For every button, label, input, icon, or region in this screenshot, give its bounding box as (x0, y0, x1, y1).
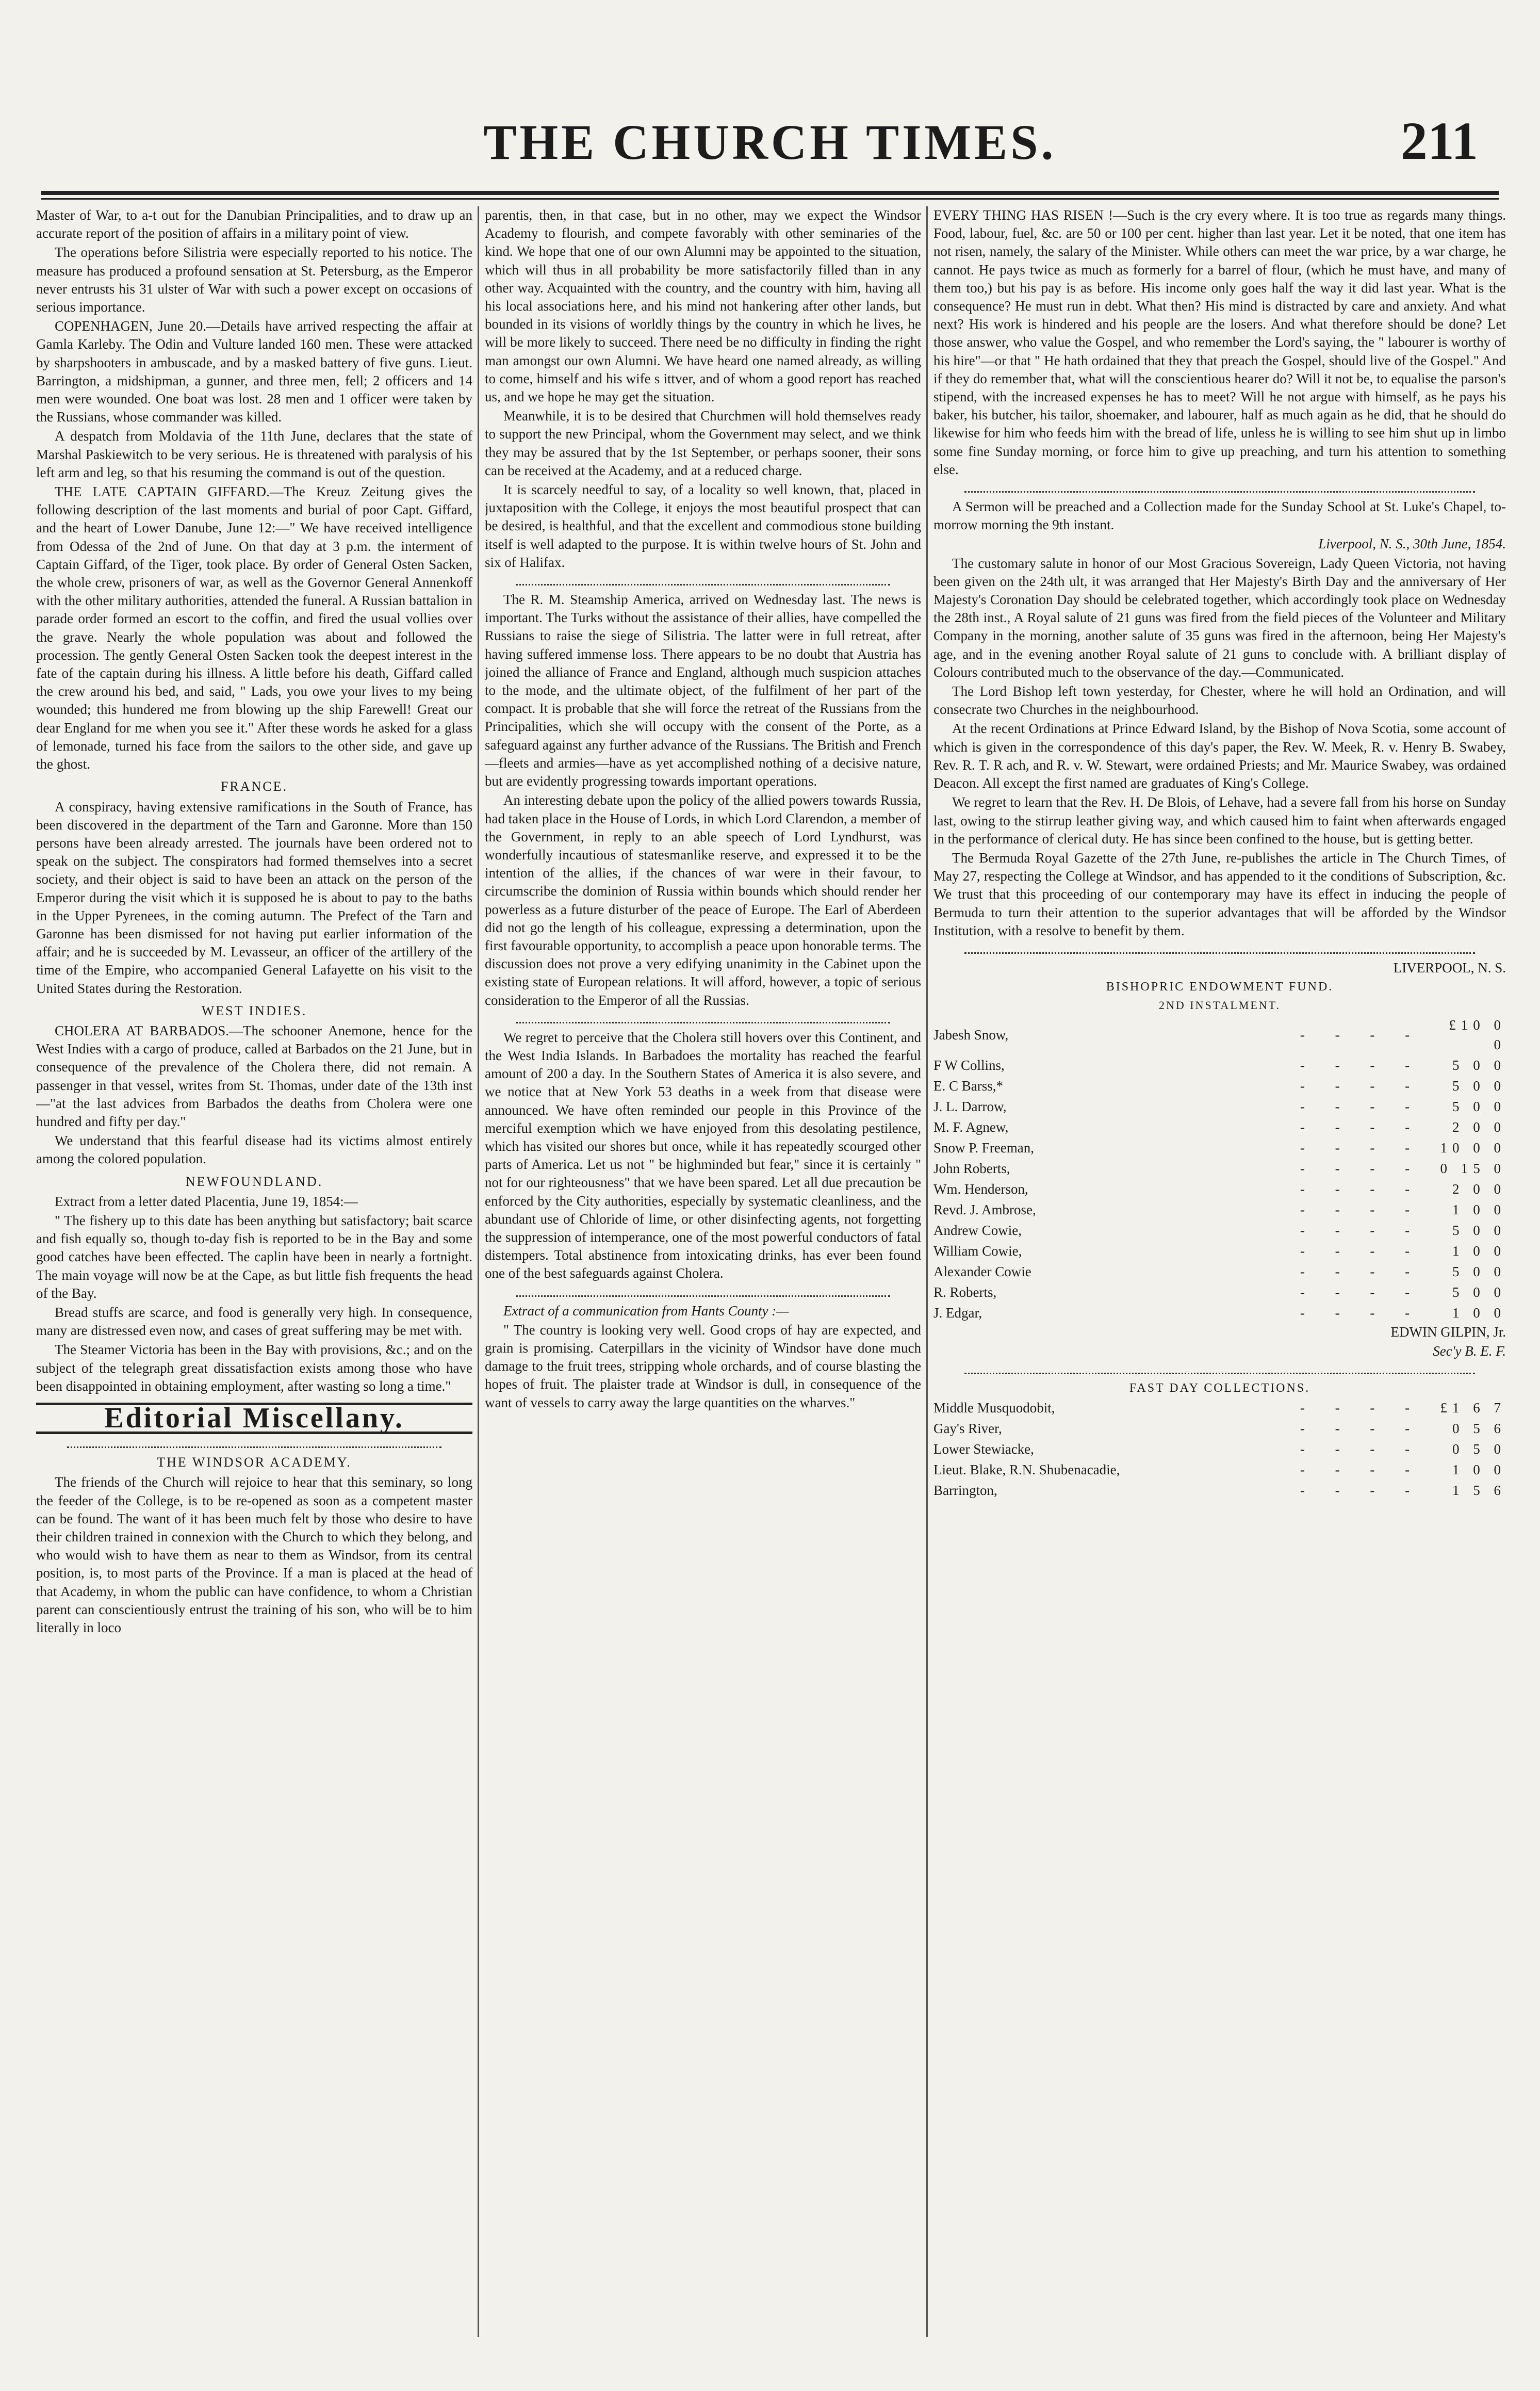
column-rule (478, 206, 479, 2337)
leader-dots: - - - - (1300, 1263, 1423, 1279)
article-paragraph: The R. M. Steamship America, arrived on Wednesday last. The news is important. The Turks without the assistance of their allies, have compelled the Russians to raise the siege of Silistria. The latter were in full retreat, after having suffered immense loss. There appears to be no doubt that Austria has joined the alliance of France and England, although much suspicion attaches to the mode, and the ultimate object, of the fulfilment of her part of the compact. It is probable that she will force the retreat of the Russians from the Principalities, which she will occupy with the consent of the Porte, as a safeguard against any further advance of the Russians. The British and French —fleets and armies—have as yet accomplished nothing of a decisive nature, but are evidently progressing towards important operations. (485, 592, 921, 789)
contributor-name: Gay's River, (933, 1421, 1002, 1437)
contribution-amount: 5 0 0 (1452, 1098, 1506, 1114)
contribution-amount: 5 0 0 (1452, 1222, 1506, 1238)
article-paragraph: CHOLERA AT BARBADOS.—The schooner Anemone, hence for the West Indies with a cargo of produce, called at Barbados on the 21 June, but in consequence of the prevalence of the Cholera there, did not remain. A passenger in that vessel, writes from St. Thomas, under date of the 13th inst—"at the last advices from Barbados the deaths from Cholera were one hundred and fifty per day." (36, 1022, 472, 1129)
table-row (933, 1199, 1506, 1220)
fund-title: BISHOPRIC ENDOWMENT FUND. (1106, 980, 1334, 994)
article-paragraph: An interesting debate upon the policy of the allied powers towards Russia, had taken place in the House of Lords, in which Lord Clarendon, a member of the Government, in reply to an able speech of Lord Lyndhurst, was wonderfully incautious of statesmanlike reserve, and expressed it to be the intention of the allies, if the chances of war were in their favour, to circumscribe the dominion of Russia within bounds which should render her powerless as a future disturber of the peace of Europe. The Earl of Aberdeen did not go the length of his colleague, expressing a determination, upon the first favourable opportunity, to accomplish a peace upon honorable terms. The discussion does not prove a very edifying unanimity in the Cabinet upon the existing state of European relations. It will afford, however, a topic of serious consideration to the Emperor of all the Russias. (485, 792, 921, 1008)
wavy-divider (516, 577, 890, 585)
leader-dots: - - - - (1300, 1098, 1423, 1114)
article-paragraph: Meanwhile, it is to be desired that Churchmen will hold themselves ready to support the new Principal, whom the Government may select, and we think they may be assured that by the 1st September, or perhaps sooner, their sons can be received at the Academy, and at a reduced charge. (485, 408, 921, 478)
contributor-name: John Roberts, (933, 1160, 1010, 1176)
contribution-amount: 0 15 0 (1440, 1160, 1506, 1176)
article-paragraph: The Lord Bishop left town yesterday, for Chester, where he will hold an Ordination, and will consecrate two Churches in the neighbourhood. (933, 684, 1506, 718)
leader-dots: - - - - (1300, 1119, 1423, 1135)
table-row (933, 1282, 1506, 1303)
table-row (933, 1096, 1506, 1117)
article-paragraph: EVERY THING HAS RISEN !—Such is the cry every where. It is too true as regards many things. Food, labour, fuel, &c. are 50 or 100 per cent. higher than last year. Let it be noted, that one item has not risen, namely, the salary of the Minister. While others can meet the war price, by a war charge, he cannot. He pays twice as much as formerly for a barrel of flour, (which he must have, and many of them too,) but his pay is as before. His income only goes half the way it did last year. What is the consequence? He must run in debt. What then? His mind is distracted by care and anxiety. And what next? His work is hindered and his people are the losers. And what therefore should be done? Let those answer, who value the Gospel, and who remember the Lord's saying, the " labourer is worthy of his hire"—or that " He hath ordained that they that preach the Gospel, should live of the Gospel." And if they do remember that, what will the conscientious hearer do? Will it not be, to equalise the parson's stipend, with the increased expenses he has to meet? Will he not argue with himself, as he pays his baker, his butcher, his tailor, shoemaker, and labourer, half as much again as he did, that he should do likewise for him who feeds him with the bread of life, unless he is willing to see him shut up in limbo some fine Sunday morning, or force him to give up preaching, and turn his attention to something else. (933, 207, 1506, 477)
contributor-name: E. C Barss,* (933, 1078, 1003, 1094)
contribution-amount: 5 0 0 (1452, 1057, 1506, 1073)
contributor-name: Lower Stewiacke, (933, 1441, 1034, 1457)
wavy-divider (516, 1015, 890, 1023)
table-row (933, 1303, 1506, 1323)
contributor-name: Wm. Henderson, (933, 1181, 1028, 1197)
contributor-name: F W Collins, (933, 1057, 1005, 1073)
contributor-name: J. L. Darrow, (933, 1098, 1007, 1114)
article-paragraph: parentis, then, in that case, but in no other, may we expect the Windsor Academy to flourish, and compete favorably with other seminaries of the kind. We hope that one of our own Alumni may be appointed to the situation, which will thus in all probability be more satisfactorily filled than in any other way. Acquainted with the country, and the country with him, having all his local associations here, and his mind not hankering after other lands, but bounded in its visions of worldly things by the country in which he lives, he will be more likely to succeed. There need be no difficulty in finding the right man amongst our own Alumni. We have heard one named already, as willing to come, himself and his wife s ittver, and of whom a good report has reached us, and we hope he may get the situation. (485, 207, 921, 405)
contributor-name: Revd. J. Ambrose, (933, 1201, 1036, 1217)
article-paragraph: " The fishery up to this date has been anything but satisfactory; bait scarce and fish equally so, though to-day fish is reported to be in the Bay and some good catches have been effected. The caplin have been in nearly a fortnight. The main voyage will now be at the Cape, as but little fish frequents the head of the Bay. (36, 1212, 472, 1301)
article-paragraph: A Sermon will be preached and a Collection made for the Sunday School at St. Luke's Chapel, to-morrow morning the 9th instant. (933, 499, 1506, 533)
table-row (933, 1261, 1506, 1282)
masthead (31, 103, 1509, 196)
leader-dots: - - - - (1300, 1441, 1423, 1457)
fast-day-title: FAST DAY COLLECTIONS. (1129, 1381, 1310, 1395)
contributor-name: J. Edgar, (933, 1305, 982, 1321)
contribution-amount: 1 0 0 (1452, 1305, 1506, 1321)
wavy-divider (964, 484, 1475, 493)
leader-dots: - - - - (1300, 1243, 1423, 1259)
leader-dots: - - - - (1300, 1421, 1423, 1437)
article-paragraph: A despatch from Moldavia of the 11th June, declares that the state of Marshal Paskiewitch to be very serious. He is threatened with paralysis of his left arm and leg, so that his resuming the command is out of the question. (36, 428, 472, 480)
table-row (933, 1076, 1506, 1096)
contribution-amount: 0 5 6 (1452, 1421, 1506, 1437)
contribution-amount: 1 5 6 (1452, 1483, 1506, 1499)
table-row (933, 1439, 1506, 1459)
leader-dots: - - - - (1300, 1284, 1423, 1300)
masthead-rule (41, 191, 1499, 195)
contribution-amount: 2 0 0 (1452, 1119, 1506, 1135)
column-1 (36, 206, 472, 2337)
article-paragraph: The operations before Silistria were especially reported to his notice. The measure has produced a profound sensation at St. Petersburg, as the Emperor never entrusts his 31 ulster of War with such a power except on occasions of serious importance. (36, 245, 472, 315)
leader-dots: - - - - (1300, 1181, 1423, 1197)
contributor-name: R. Roberts, (933, 1284, 997, 1300)
contribution-amount: 1 0 0 (1452, 1201, 1506, 1217)
section-heading-newfoundland: NEWFOUNDLAND. (185, 1174, 323, 1189)
table-row (933, 1117, 1506, 1137)
article-paragraph: At the recent Ordinations at Prince Edward Island, by the Bishop of Nova Scotia, some account of which is given in the correspondence of this day's paper, the Rev. W. Meek, R. v. Henry B. Swabey, Rev. R. T. R ach, and R. v. W. Stewart, were ordained Priests; and Mr. Maurice Swabey, was ordained Deacon. All except the first named are graduates of King's College. (933, 721, 1506, 791)
article-paragraph: The Steamer Victoria has been in the Bay with provisions, &c.; and on the subject of the telegraph great dissatisfaction exists among those who have been disappointed in obtaining employment, after wasting so long a time." (36, 1342, 472, 1394)
article-paragraph: The Bermuda Royal Gazette of the 27th June, re-publishes the article in The Church Times, of May 27, respecting the College at Windsor, and has appended to it the conditions of Subscription, &c. We trust that this proceeding of our contemporary may have its effect in inducing the people of Bermuda to turn their attention to the superior advantages that will be afforded by the Windsor Institution, with a resolve to benefit by them. (933, 850, 1506, 938)
contribution-amount: 5 0 0 (1452, 1263, 1506, 1279)
leader-dots: - - - - (1300, 1057, 1423, 1073)
contribution-amount: 0 5 0 (1452, 1441, 1506, 1457)
contributor-name: Middle Musquodobit, (933, 1400, 1055, 1416)
fund-place: LIVERPOOL, N. S. (1393, 959, 1506, 975)
table-row (933, 1241, 1506, 1261)
article-paragraph: The customary salute in honor of our Most Gracious Sovereign, Lady Queen Victoria, not having been given on the 24th ult, it was arranged that Her Majesty's Birth Day and the anniversary of Her Majesty's Coronation Day should be celebrated together, which accordingly took place on Wednesday the 28th inst., A Royal salute of 21 guns was fired from the field pieces of the Volunteer and Military Company in the morning, another salute of 35 guns was fired in the afternoon, being Her Majesty's age, and in the evening another Royal salute of 21 guns to conclude with. A brilliant display of Colours contributed much to the observance of the day.—Communicated. (933, 555, 1506, 680)
page-number: 211 (1400, 111, 1478, 171)
article-paragraph: We understand that this fearful disease had its victims almost entirely among the colored population. (36, 1133, 472, 1167)
table-row (933, 1055, 1506, 1076)
table-row (933, 1015, 1506, 1055)
column-rule (926, 206, 928, 2337)
leader-dots: - - - - (1300, 1027, 1423, 1043)
contribution-amount: 2 0 0 (1452, 1181, 1506, 1197)
contributor-name: Jabesh Snow, (933, 1027, 1009, 1043)
table-row (933, 1480, 1506, 1501)
wavy-divider (516, 1288, 890, 1297)
leader-dots: - - - - (1300, 1201, 1423, 1217)
leader-dots: - - - - (1300, 1078, 1423, 1094)
contributor-name: Snow P. Freeman, (933, 1140, 1034, 1156)
leader-dots: - - - - (1300, 1160, 1423, 1176)
fast-day-table (933, 1397, 1506, 1501)
contributor-name: Barrington, (933, 1483, 997, 1499)
article-paragraph: We regret to learn that the Rev. H. De Blois, of Lehave, had a severe fall from his horse on Sunday last, owing to the stirrup leather giving way, and which caused him to faint when afterwards engaged in the performance of clerical duty. He has since been confined to the house, but is getting better. (933, 794, 1506, 847)
article-paragraph: A conspiracy, having extensive ramifications in the South of France, has been discovered in the department of the Tarn and Garonne. More than 150 persons have been already arrested. The journals have been ordered not to speak on the subject. The conspirators had formed themselves into a secret society, and their object is said to have been an attack on the person of the Emperor during the visit which it is supposed he is about to pay to the baths in the Upper Pyrenees, in the coming autumn. The Prefect of the Tarn and Garonne has been dismissed for not having put earlier information of the affair; and he is succeeded by M. Levasseur, an officer of the artillery of the time of the Empire, who accompanied General Lafayette on his visit to the United States during the Restoration. (36, 799, 472, 996)
table-row (933, 1158, 1506, 1179)
contributor-name: M. F. Agnew, (933, 1119, 1009, 1135)
contribution-amount: 10 0 0 (1440, 1140, 1506, 1156)
table-row (933, 1397, 1506, 1418)
editorial-miscellany-banner: Editorial Miscellany. (36, 1403, 472, 1434)
extract-lead: Extract of a communication from Hants County :— (503, 1303, 789, 1319)
leader-dots: - - - - (1300, 1222, 1423, 1238)
article-paragraph: Bread stuffs are scarce, and food is generally very high. In consequence, many are distressed even now, and cases of great suffering may be met with. (36, 1304, 472, 1339)
leader-dots: - - - - (1300, 1305, 1423, 1321)
article-paragraph: Master of War, to a-t out for the Danubian Principalities, and to draw up an accurate report of the position of affairs in a military point of view. (36, 207, 472, 241)
table-row (933, 1220, 1506, 1241)
column-3 (933, 206, 1506, 2337)
leader-dots: - - - - (1300, 1400, 1423, 1416)
contributor-name: Alexander Cowie (933, 1263, 1031, 1279)
newspaper-title: THE CHURCH TIMES. (483, 115, 1057, 170)
leader-dots: - - - - (1300, 1140, 1423, 1156)
section-heading-france: FRANCE. (220, 779, 288, 794)
table-row (933, 1179, 1506, 1199)
section-heading-windsor-academy: THE WINDSOR ACADEMY. (157, 1455, 352, 1470)
contributor-name: Lieut. Blake, R.N. Shubenacadie, (933, 1462, 1120, 1478)
contributor-name: Andrew Cowie, (933, 1222, 1022, 1238)
article-paragraph: We regret to perceive that the Cholera still hovers over this Continent, and the West India Islands. In Barbadoes the mortality has reached the fearful amount of 200 a day. In the Southern States of America it is also severe, and we notice that at New York 53 deaths in a week from that disease were announced. We have often reminded our people in this Province of the merciful exemption which we have enjoyed from this desolating pestilence, which has visited our shores but once, while it has repeatedly scourged other parts of America. Let us not " be highminded but fear," since it is certainly " not for our righteousness" that we have been spared. Let all due precaution be enforced by the City authorities, especially by systematic cleanliness, and the abundant use of Chloride of lime, or other disinfecting agents, not forgetting the suppression of intemperance, one of the most powerful conductors of fatal distempers. Total abstinence from intoxicating drinks, has ever been found one of the best safeguards against Cholera. (485, 1029, 921, 1281)
contribution-amount: £1 6 7 (1440, 1400, 1506, 1416)
contributor-name: William Cowie, (933, 1243, 1022, 1259)
leader-dots: - - - - (1300, 1462, 1423, 1478)
fund-subtitle: 2ND INSTALMENT. (1159, 999, 1281, 1012)
article-paragraph: " The country is looking very well. Good crops of hay are expected, and grain is promising. Caterpillars in the vicinity of Windsor have done much damage to the fruit trees, stripping whole orchards, and of course blasting the hopes of fruit. The plaister trade at Windsor is dull, in consequence of the want of vessels to carry away the large quantities on the wharves." (485, 1322, 921, 1410)
contribution-amount: 1 0 0 (1452, 1462, 1506, 1478)
table-row (933, 1418, 1506, 1439)
contribution-amount: 1 0 0 (1452, 1243, 1506, 1259)
fund-signature: EDWIN GILPIN, Jr. (1390, 1324, 1506, 1340)
column-2 (485, 206, 921, 2337)
article-paragraph: THE LATE CAPTAIN GIFFARD.—The Kreuz Zeitung gives the following description of the last moments and burial of poor Capt. Giffard, and the heart of Lower Danube, June 12:—" We have received intelligence from Odessa of the 2nd of June. On that day at 3 p.m. the interment of Captain Giffard, of the Tiger, took place. By order of General Osten Sacken, the whole crew, prisoners of war, as well as the Governor General Annenkoff with the other military authorities, attended the funeral. A Russian battalion in parade order formed an escort to the coffin, and fired the usual vollies over the grave. Nearly the whole population was about and followed the procession. The gently General Osten Sacken took the deepest interest in the fate of the captain during his illness. A little before his death, Giffard called the crew around his bed, and said, " Lads, you owe your lives to my being wounded; this hundered me from blowing up the ship Farewell! Great our dear England for me when you see it." After these words he asked for a glass of lemonade, turned his face from the sailors to the other side, and gave up the ghost. (36, 484, 472, 772)
masthead-rule-thin (41, 198, 1499, 200)
article-paragraph: It is scarcely needful to say, of a locality so well known, that, placed in juxtaposition with the College, it enjoys the most beautiful prospect that can be desired, is healthful, and that the excellent and commodious stone building itself is well adapted to the purpose. It is within twelve hours of St. John and six of Halifax. (485, 482, 921, 570)
article-paragraph: COPENHAGEN, June 20.—Details have arrived respecting the affair at Gamla Karleby. The Odin and Vulture landed 160 men. These were attacked by sharpshooters in ambuscade, and by a masked battery of five guns. Lieut. Barrington, a midshipman, a gunner, and three men, fell; 2 officers and 14 men were wounded. One boat was lost. 28 men and 1 officer were taken by the Russians, whose commander was killed. (36, 318, 472, 425)
contribution-amount: 5 0 0 (1452, 1284, 1506, 1300)
fund-signature-title: Sec'y B. E. F. (1433, 1343, 1506, 1359)
endowment-fund-table (933, 1015, 1506, 1323)
section-heading-west-indies: WEST INDIES. (201, 1003, 307, 1018)
article-paragraph: The friends of the Church will rejoice to hear that this seminary, so long the feeder of the College, is to be re-opened as soon as a competent master can be found. The want of it has been much felt by those who desire to have their children trained in connexion with the Church to which they belong, and who would wish to have them as near to them as Windsor, from its central position, is, to most parts of the Province. If a man is placed at the head of that Academy, in whom the public can have confidence, to whom a Christian parent can conscientiously entrust the training of his son, who will be to him literally in loco (36, 1474, 472, 1636)
contribution-amount: £10 0 0 (1449, 1017, 1506, 1052)
dateline: Liverpool, N. S., 30th June, 1854. (1318, 536, 1506, 552)
wavy-divider (964, 945, 1475, 954)
table-row (933, 1137, 1506, 1158)
article-paragraph: Extract from a letter dated Placentia, June 19, 1854:— (55, 1193, 358, 1209)
wavy-divider (964, 1365, 1475, 1374)
contribution-amount: 5 0 0 (1452, 1078, 1506, 1094)
wavy-divider (67, 1439, 441, 1448)
table-row (933, 1459, 1506, 1480)
leader-dots: - - - - (1300, 1483, 1423, 1499)
